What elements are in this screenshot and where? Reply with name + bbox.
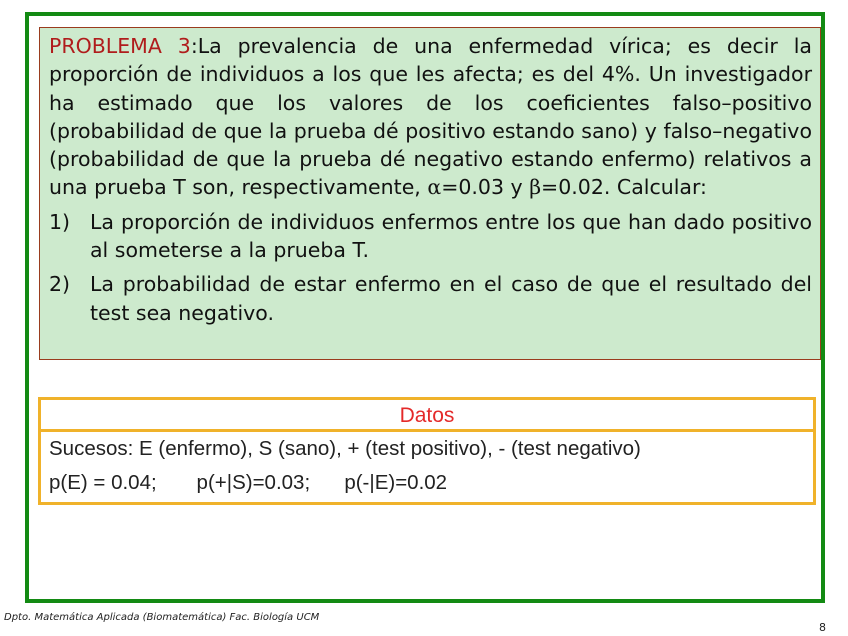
question-text: La proporción de individuos enfermos entre los que han dado positivo al someterse a la prueba T. xyxy=(90,209,812,263)
footer-department: Dpto. Matemática Aplicada (Biomatemática) Fac. Biología UCM xyxy=(4,612,320,623)
data-box-header: Datos xyxy=(41,400,813,432)
question-text: La probabilidad de estar enfermo en el caso de que el resultado del test sea negativo. xyxy=(90,272,812,325)
question-item-1 xyxy=(49,208,812,265)
page-number: 8 xyxy=(819,621,826,634)
question-item-2 xyxy=(49,270,812,327)
problem-title: PROBLEMA 3 xyxy=(49,34,191,58)
question-number: 1) xyxy=(49,209,71,234)
problem-intro-paragraph xyxy=(49,32,812,202)
data-box xyxy=(38,397,816,505)
alpha-value: =0.03 y xyxy=(441,175,530,200)
question-number: 2) xyxy=(49,272,71,297)
problem-intro-text: La prevalencia de una enfermedad vírica; es decir la proporción de individuos a los que les afecta; es del 4%. Un investigador ha estimado que los valores de los coeficientes falso–positivo (probabilidad de que la prueba dé positivo estando sano) y falso–negativo (probabilidad de que la prueba dé negativo estando enfermo) relativos a una prueba T son, respectivamente, xyxy=(49,34,812,200)
probabilities-line: p(E) = 0.04; p(+|S)=0.03; p(-|E)=0.02 xyxy=(49,471,448,494)
beta-symbol: β xyxy=(529,175,542,200)
problem-title-colon: : xyxy=(190,34,198,58)
events-definition-line: Sucesos: E (enfermo), S (sano), + (test positivo), - (test negativo) xyxy=(49,437,641,460)
beta-value: =0.02. Calcular: xyxy=(541,175,707,200)
alpha-symbol: α xyxy=(427,175,442,200)
problem-statement-box xyxy=(39,27,821,360)
